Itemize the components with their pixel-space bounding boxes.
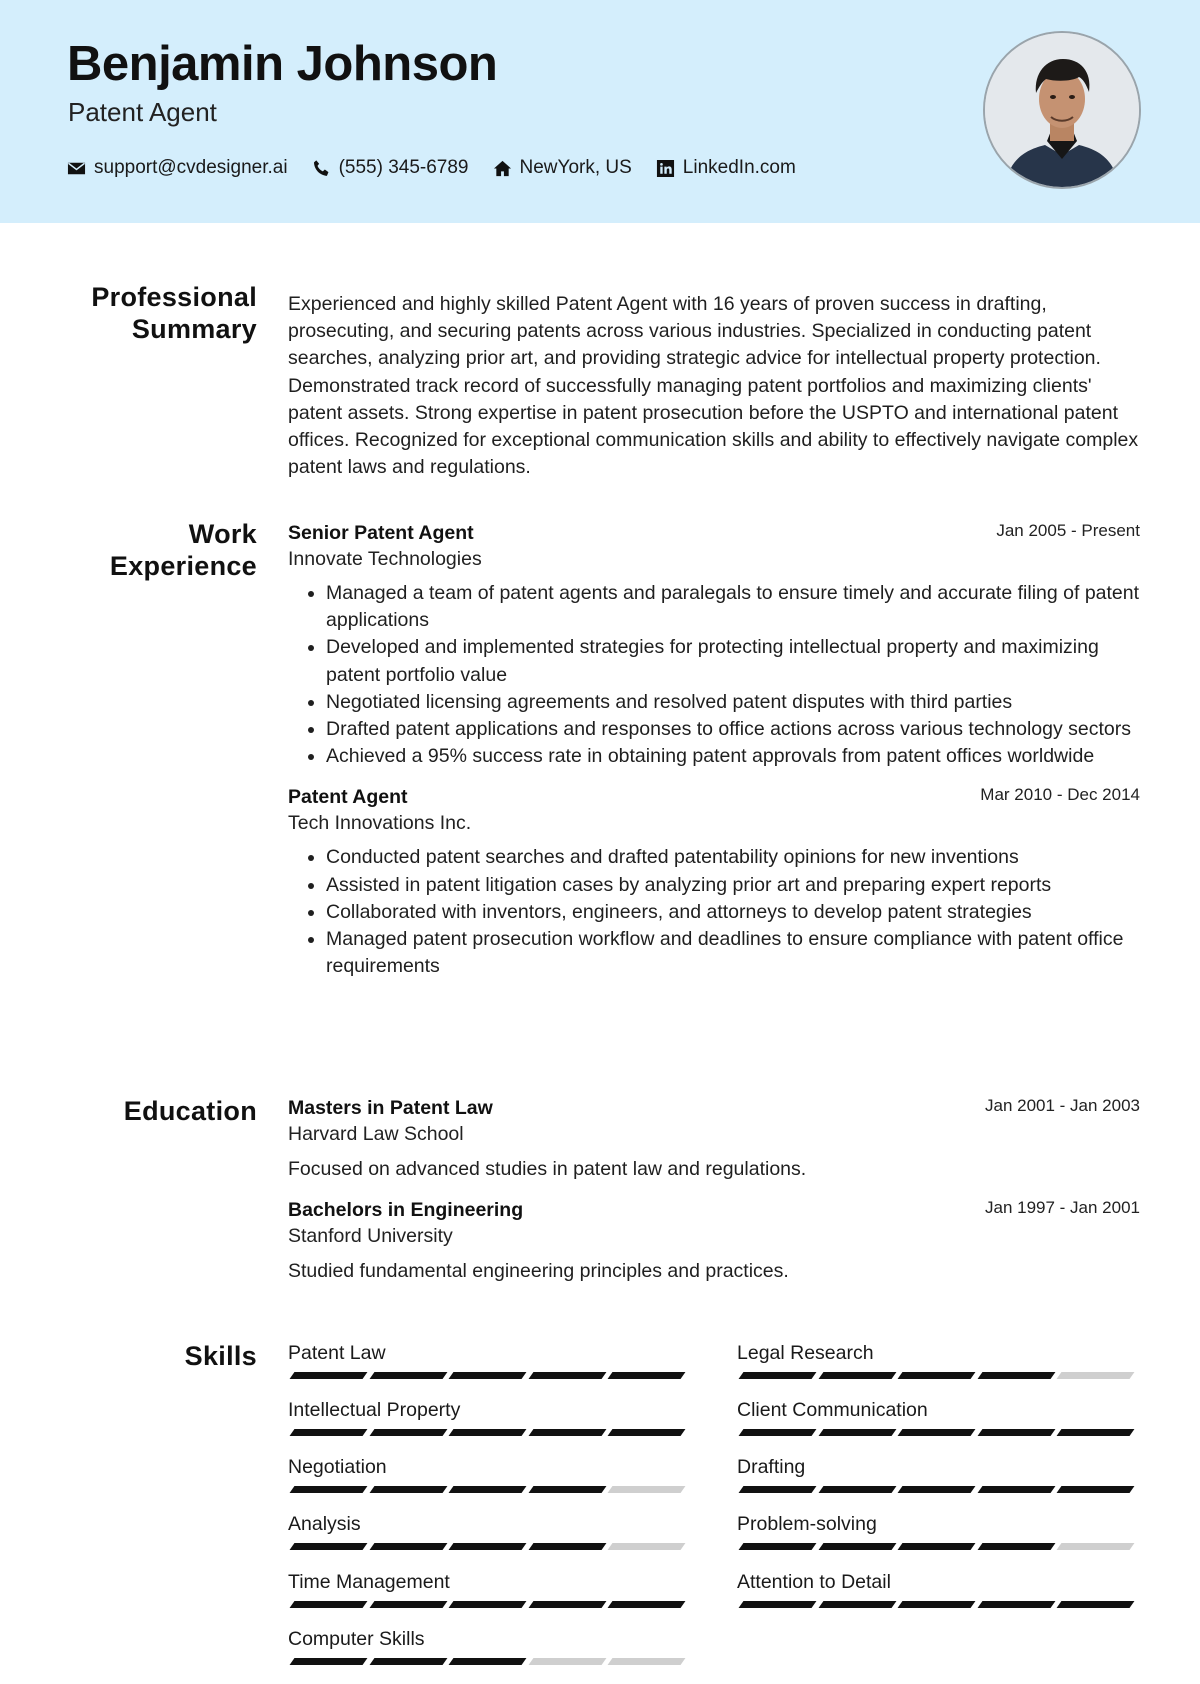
job-bullet: • Drafted patent applications and responses to office actions across various technology sectors — [326, 716, 1140, 743]
skill-segment-filled — [1057, 1429, 1135, 1436]
skill-segment-filled — [608, 1601, 686, 1608]
skill-segment-filled — [818, 1601, 896, 1608]
school-name: Stanford University — [288, 1225, 453, 1247]
skill-segment-filled — [898, 1429, 976, 1436]
skill-segment-filled — [977, 1543, 1055, 1550]
skill-level-bar — [739, 1372, 1142, 1379]
education-entry — [288, 1197, 1140, 1285]
skill-item — [288, 1455, 690, 1493]
envelope-icon — [67, 159, 86, 178]
skill-item — [288, 1341, 690, 1379]
job-entry — [288, 784, 1140, 980]
skill-segment-filled — [818, 1372, 896, 1379]
phone-text: (555) 345-6789 — [338, 157, 469, 178]
job-company: Tech Innovations Inc. — [288, 812, 472, 835]
skill-item — [737, 1512, 1139, 1550]
skill-segment-filled — [608, 1429, 686, 1436]
skill-segment-filled — [290, 1486, 368, 1493]
skill-segment-filled — [528, 1372, 606, 1379]
skill-item — [288, 1627, 690, 1665]
skill-level-bar — [739, 1601, 1142, 1608]
skill-item — [288, 1570, 690, 1608]
job-bullets — [288, 580, 1140, 770]
education-description: Focused on advanced studies in patent law and regulations. — [288, 1158, 807, 1180]
skill-name: Computer Skills — [288, 1628, 425, 1650]
skill-name: Analysis — [288, 1513, 361, 1535]
job-title: Senior Patent Agent — [288, 522, 474, 544]
skill-segment-filled — [290, 1429, 368, 1436]
skill-segment-filled — [898, 1543, 976, 1550]
contact-email[interactable] — [67, 157, 288, 179]
skill-level-bar — [290, 1486, 693, 1493]
skill-segment-filled — [449, 1486, 527, 1493]
skill-segment-empty — [1057, 1372, 1135, 1379]
job-bullet: • Developed and implemented strategies for protecting intellectual property and maximizing patent portfolio value — [326, 634, 1140, 688]
section-label-skills: Skills — [184, 1341, 257, 1371]
skill-segment-filled — [290, 1658, 368, 1665]
skill-segment-filled — [369, 1658, 447, 1665]
skill-item — [737, 1398, 1139, 1436]
job-dates: Jan 2005 - Present — [996, 521, 1140, 540]
skill-segment-filled — [290, 1372, 368, 1379]
skill-name: Patent Law — [288, 1342, 386, 1364]
portrait-illustration — [985, 33, 1139, 187]
education-dates: Jan 1997 - Jan 2001 — [984, 1198, 1140, 1217]
job-entry — [288, 520, 1140, 770]
skill-segment-filled — [739, 1372, 817, 1379]
skill-segment-filled — [1057, 1601, 1135, 1608]
skill-segment-filled — [977, 1601, 1055, 1608]
linkedin-icon — [656, 159, 675, 178]
skill-segment-filled — [369, 1372, 447, 1379]
skill-level-bar — [290, 1372, 693, 1379]
summary-text: Experienced and highly skilled Patent Agent with 16 years of proven success in drafting, prosecuting, and securing patents across various industries. Specialized in conducting patent searches, analyzing prior art, and providing strategic advice for intellectual property protection. Demonstrated track record of successfully managing patent portfolios and maximizing clients' patent assets. Strong expertise in patent prosecution before the USPTO and international patent offices. Recognized for exceptional communication skills and ability to effectively navigate complex patent laws and regulations. — [288, 293, 1139, 479]
skill-item — [737, 1570, 1139, 1608]
skill-segment-filled — [449, 1429, 527, 1436]
skill-segment-filled — [818, 1429, 896, 1436]
skill-segment-filled — [369, 1601, 447, 1608]
skill-segment-filled — [290, 1601, 368, 1608]
job-bullet: • Assisted in patent litigation cases by analyzing prior art and preparing expert reports — [326, 872, 1140, 899]
skill-item — [288, 1512, 690, 1550]
skill-segment-filled — [608, 1372, 686, 1379]
skill-name: Legal Research — [737, 1342, 874, 1364]
skill-name: Drafting — [737, 1456, 806, 1478]
skill-segment-filled — [977, 1429, 1055, 1436]
skill-level-bar — [290, 1658, 693, 1665]
skill-segment-empty — [608, 1543, 686, 1550]
skill-segment-filled — [898, 1601, 976, 1608]
job-bullet: • Conducted patent searches and drafted patentability opinions for new inventions — [326, 844, 1140, 871]
contact-location — [493, 157, 632, 179]
skill-item — [288, 1398, 690, 1436]
education-list — [288, 1095, 1140, 1285]
skill-segment-filled — [739, 1601, 817, 1608]
contact-bar — [67, 157, 796, 179]
skill-segment-filled — [369, 1486, 447, 1493]
skill-level-bar — [290, 1429, 693, 1436]
skill-segment-filled — [449, 1372, 527, 1379]
email-text: support@cvdesigner.ai — [94, 157, 288, 178]
skill-segment-filled — [977, 1486, 1055, 1493]
candidate-title: Patent Agent — [68, 97, 217, 127]
contact-phone[interactable] — [312, 157, 469, 179]
skill-segment-filled — [739, 1429, 817, 1436]
skill-segment-filled — [449, 1658, 527, 1665]
skill-segment-filled — [528, 1601, 606, 1608]
job-bullet: • Managed patent prosecution workflow and deadlines to ensure compliance with patent office requirements — [326, 926, 1140, 980]
section-label-education: Education — [123, 1096, 257, 1126]
skill-segment-filled — [739, 1486, 817, 1493]
skill-segment-empty — [528, 1658, 606, 1665]
profile-photo — [983, 31, 1141, 189]
education-dates: Jan 2001 - Jan 2003 — [984, 1096, 1140, 1115]
skill-segment-filled — [528, 1429, 606, 1436]
skill-segment-filled — [1057, 1486, 1135, 1493]
phone-icon — [312, 159, 331, 178]
skill-name: Attention to Detail — [737, 1571, 891, 1593]
job-bullet: • Managed a team of patent agents and paralegals to ensure timely and accurate filing of patent applications — [326, 580, 1140, 634]
skill-item — [737, 1341, 1139, 1379]
skill-name: Client Communication — [737, 1399, 928, 1421]
job-title: Patent Agent — [288, 786, 408, 809]
job-bullet: • Negotiated licensing agreements and resolved patent disputes with third parties — [326, 689, 1140, 716]
skill-level-bar — [290, 1543, 693, 1550]
section-label-experience: Work Experience — [109, 519, 257, 581]
section-label-summary: Professional Summary — [91, 282, 257, 344]
contact-linkedin[interactable] — [656, 157, 796, 179]
school-name: Harvard Law School — [288, 1123, 464, 1145]
skill-segment-filled — [369, 1543, 447, 1550]
skill-item — [737, 1455, 1139, 1493]
skill-segment-filled — [449, 1543, 527, 1550]
skill-segment-empty — [1057, 1543, 1135, 1550]
job-company: Innovate Technologies — [288, 548, 482, 570]
skill-name: Intellectual Property — [288, 1399, 461, 1421]
skill-segment-filled — [369, 1429, 447, 1436]
home-icon — [493, 159, 512, 178]
degree-title: Bachelors in Engineering — [288, 1199, 524, 1221]
resume-header — [0, 0, 1200, 223]
degree-title: Masters in Patent Law — [288, 1097, 493, 1119]
skill-name: Negotiation — [288, 1456, 387, 1478]
skill-segment-filled — [818, 1486, 896, 1493]
skill-segment-filled — [528, 1486, 606, 1493]
skill-level-bar — [739, 1486, 1142, 1493]
location-text: NewYork, US — [519, 157, 632, 178]
skill-segment-empty — [608, 1658, 686, 1665]
skill-level-bar — [739, 1429, 1142, 1436]
skill-segment-filled — [818, 1543, 896, 1550]
job-dates: Mar 2010 - Dec 2014 — [980, 785, 1140, 805]
skill-segment-filled — [898, 1486, 976, 1493]
skill-segment-empty — [608, 1486, 686, 1493]
skill-level-bar — [290, 1601, 693, 1608]
skill-segment-filled — [898, 1372, 976, 1379]
education-description: Studied fundamental engineering principles and practices. — [288, 1260, 789, 1282]
skill-segment-filled — [977, 1372, 1055, 1379]
experience-list — [288, 520, 1140, 980]
skill-level-bar — [739, 1543, 1142, 1550]
skill-segment-filled — [739, 1543, 817, 1550]
skill-segment-filled — [528, 1543, 606, 1550]
skill-segment-filled — [290, 1543, 368, 1550]
skill-segment-filled — [449, 1601, 527, 1608]
skill-name: Problem-solving — [737, 1513, 877, 1535]
job-bullet: • Achieved a 95% success rate in obtaining patent approvals from patent offices worldwide — [326, 743, 1140, 770]
candidate-name: Benjamin Johnson — [67, 37, 498, 91]
skill-name: Time Management — [288, 1571, 450, 1593]
job-bullets — [288, 844, 1140, 980]
education-entry — [288, 1095, 1140, 1183]
linkedin-text: LinkedIn.com — [682, 157, 796, 178]
job-bullet: • Collaborated with inventors, engineers, and attorneys to develop patent strategies — [326, 899, 1140, 926]
